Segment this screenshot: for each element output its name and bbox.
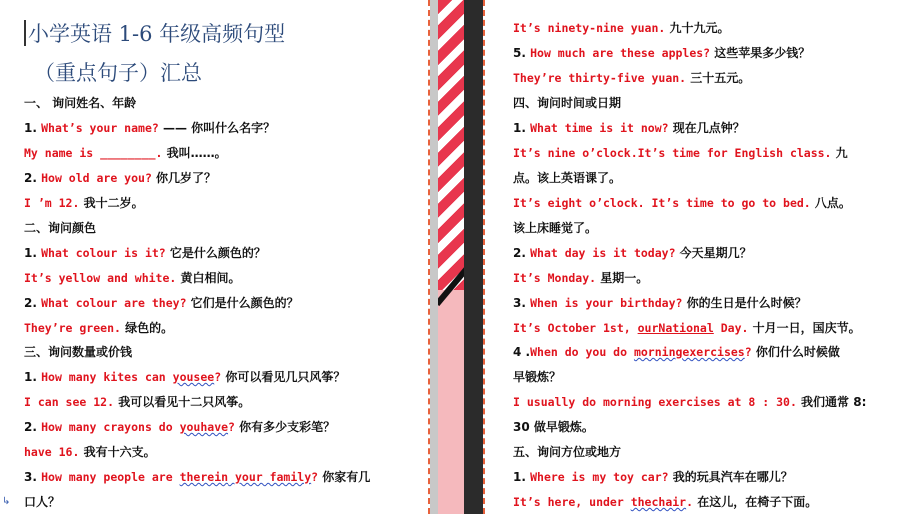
chinese-text: 2.: [24, 420, 42, 434]
english-text: Day.: [713, 321, 749, 335]
english-text: It’s October 1st,: [513, 321, 638, 335]
english-text: How many people are: [41, 470, 180, 484]
chinese-text: 它是什么颜色的？: [165, 246, 266, 260]
document-title: 小学英语 1-6 年级高频句型: [28, 22, 286, 46]
left-page: [0, 0, 430, 514]
english-text: What colour is it?: [41, 246, 166, 260]
answer-line: [24, 320, 173, 336]
chinese-text: 我叫……。: [162, 146, 227, 160]
chinese-text: 你的生日是什么时候？: [682, 296, 807, 310]
english-text: yousee: [172, 370, 215, 384]
english-text: I can see 12.: [24, 395, 115, 409]
chinese-text: 在这儿，在椅子下面。: [693, 495, 818, 509]
chinese-text: 八点。: [810, 196, 851, 210]
english-text: My name is ________.: [24, 146, 163, 160]
chinese-text: 三十五元。: [686, 71, 751, 85]
answer-line-continued: 30 做早锻炼。: [513, 420, 594, 434]
document-subtitle: （重点句子）汇总: [34, 61, 202, 85]
chinese-text: 1.: [24, 370, 42, 384]
question-line: [513, 45, 810, 61]
english-text: What day is it today?: [530, 246, 676, 260]
answer-line-continued: 该上床睡觉了。: [513, 221, 598, 235]
question-line: [24, 295, 299, 311]
english-text: ?: [214, 370, 222, 384]
section-heading-colour: 二、询问颜色: [24, 221, 97, 235]
answer-line: [513, 494, 817, 510]
chinese-text: 九: [831, 146, 848, 160]
english-text: It’s Monday.: [513, 271, 597, 285]
chinese-text: 这些苹果多少钱？: [710, 46, 811, 60]
question-line: [513, 120, 745, 136]
page-turn-arrow-icon[interactable]: ↳: [2, 496, 11, 507]
english-text: It’s ninety-nine yuan.: [513, 21, 666, 35]
chinese-text: 我的玩具汽车在哪儿？: [668, 470, 793, 484]
english-text: When is your birthday?: [530, 296, 683, 310]
section-heading-quantity: 三、询问数量或价钱: [24, 345, 133, 359]
english-text: When do you do: [530, 345, 634, 359]
chinese-text: 你们什么时候做: [751, 345, 840, 359]
answer-line: [24, 270, 241, 286]
chinese-text: 我们通常 8:: [796, 395, 867, 409]
english-text: your family: [228, 470, 312, 484]
chinese-text: 现在几点钟？: [668, 121, 745, 135]
chinese-text: 2.: [513, 246, 531, 260]
english-text: ?: [311, 470, 319, 484]
english-text: have 16.: [24, 445, 80, 459]
question-line: [513, 344, 840, 360]
answer-line: [513, 20, 730, 36]
answer-line: [513, 320, 861, 336]
answer-line: [513, 394, 866, 410]
answer-line: [513, 195, 851, 211]
chinese-text: 我可以看见十二只风筝。: [114, 395, 251, 409]
answer-line: [513, 145, 848, 161]
question-line: [24, 170, 216, 186]
question-line: [24, 419, 335, 435]
question-line: [513, 469, 793, 485]
chinese-text: 今天星期几？: [675, 246, 752, 260]
section-heading-time-date: 四、询问时间或日期: [513, 96, 622, 110]
question-line-continued: 早锻炼？: [513, 370, 562, 384]
english-text: It’s nine o’clock.It’s time for English class.: [513, 146, 832, 160]
chinese-text: 1.: [513, 470, 531, 484]
page-gutter-dark: [464, 0, 483, 514]
english-text: It’s here, under: [513, 495, 631, 509]
english-text: What’s your name?: [41, 121, 159, 135]
chinese-text: 你几岁了？: [151, 171, 217, 185]
english-text: therein: [179, 470, 229, 484]
chinese-text: 十月一日，国庆节。: [748, 321, 861, 335]
english-text: I usually do morning exercises at 8 : 30.: [513, 395, 797, 409]
question-line: [24, 120, 275, 136]
decorative-stripe-band: [438, 0, 464, 514]
answer-line-continued: 点。该上英语课了。: [513, 171, 622, 185]
english-text: thechair: [630, 495, 687, 509]
chinese-text: 3.: [513, 296, 531, 310]
chinese-text: 绿色的。: [120, 321, 174, 335]
chinese-text: 1.: [513, 121, 531, 135]
question-line: [24, 245, 266, 261]
english-text: It’s eight o’clock. It’s time to go to bed.: [513, 196, 811, 210]
english-text: How many kites can: [41, 370, 173, 384]
answer-line: [513, 270, 648, 286]
chinese-text: —— 你叫什么名字？: [158, 121, 276, 135]
english-text: youhave: [179, 420, 229, 434]
english-text: It’s yellow and white.: [24, 271, 177, 285]
question-line: [513, 245, 752, 261]
chinese-text: 我有十六支。: [79, 445, 156, 459]
chinese-text: 我十二岁。: [79, 196, 144, 210]
answer-line: [24, 195, 144, 211]
chinese-text: 1.: [24, 121, 42, 135]
chinese-text: 3.: [24, 470, 42, 484]
chinese-text: 九十九元。: [665, 21, 730, 35]
english-text: I ’m 12.: [24, 196, 80, 210]
english-text: morningexercises: [633, 345, 745, 359]
english-text: What time is it now?: [530, 121, 669, 135]
question-line-continued: 口人？: [24, 495, 61, 509]
english-text: What colour are they?: [41, 296, 187, 310]
chinese-text: 你可以看见几只风筝？: [221, 370, 346, 384]
english-text: How many crayons do: [41, 420, 180, 434]
english-text: They’re thirty-five yuan.: [513, 71, 687, 85]
english-text: .: [686, 495, 694, 509]
chinese-text: 2.: [24, 171, 42, 185]
chinese-text: 黄白相间。: [176, 271, 241, 285]
right-page: [483, 0, 913, 514]
question-line: [24, 369, 345, 385]
chinese-text: 它们是什么颜色的？: [186, 296, 299, 310]
answer-line: [24, 444, 156, 460]
answer-line: [24, 145, 227, 161]
page-gutter: [430, 0, 438, 514]
english-text: How old are you?: [41, 171, 152, 185]
chinese-text: 你有多少支彩笔？: [234, 420, 336, 434]
question-line: [24, 469, 370, 485]
answer-line: [24, 394, 250, 410]
section-heading-location: 五、询问方位或地方: [513, 445, 622, 459]
chinese-text: 你家有几: [318, 470, 371, 484]
english-text: How much are these apples?: [530, 46, 711, 60]
chinese-text: 1.: [24, 246, 42, 260]
section-heading-name-age: 一、 询问姓名、年龄: [24, 96, 137, 110]
question-line: [513, 295, 807, 311]
chinese-text: 4 .: [513, 345, 531, 359]
english-text: They’re green.: [24, 321, 121, 335]
chinese-text: 星期一。: [596, 271, 649, 285]
english-text: ?: [228, 420, 235, 434]
english-text: ?: [744, 345, 752, 359]
text-cursor: [24, 20, 26, 46]
chinese-text: 2.: [24, 296, 42, 310]
english-text: Where is my toy car?: [530, 470, 669, 484]
chinese-text: 5.: [513, 46, 531, 60]
english-text: ourNational: [637, 321, 714, 335]
answer-line: [513, 70, 750, 86]
